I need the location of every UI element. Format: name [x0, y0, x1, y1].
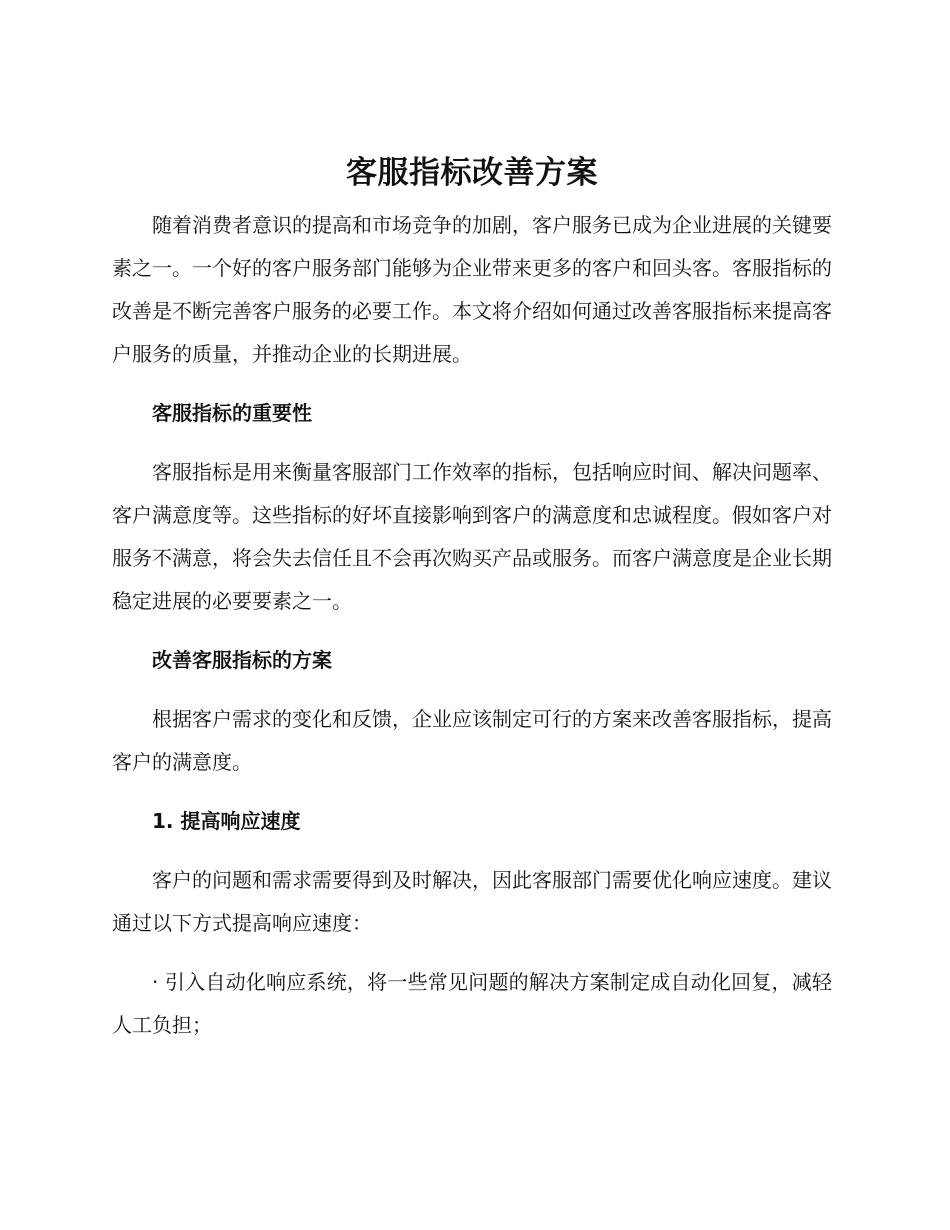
subsection-paragraph-response-speed: 客户的问题和需求需要得到及时解决，因此客服部门需要优化响应速度。建议通过以下方式提高响应速度：	[112, 868, 832, 935]
document-page	[112, 150, 832, 1047]
section-heading-importance: 客服指标的重要性	[152, 401, 312, 425]
section-heading-plan: 改善客服指标的方案	[152, 648, 332, 672]
intro-paragraph: 随着消费者意识的提高和市场竞争的加剧，客户服务已成为企业进展的关键要素之一。一个好的客户服务部门能够为企业带来更多的客户和回头客。客服指标的改善是不断完善客户服务的必要工作。本文将介绍如何通过改善客服指标来提高客户服务的质量，并推动企业的长期进展。	[112, 213, 832, 366]
section-paragraph-importance: 客服指标是用来衡量客服部门工作效率的指标，包括响应时间、解决问题率、客户满意度等。这些指标的好坏直接影响到客户的满意度和忠诚程度。假如客户对服务不满意，将会失去信任且不会再次购买产品或服务。而客户满意度是企业长期稳定进展的必要要素之一。	[112, 460, 832, 613]
subsection-heading-response-speed: 1. 提高响应速度	[152, 809, 301, 833]
bullet-item-automation: · 引入自动化响应系统，将一些常见问题的解决方案制定成自动化回复，减轻人工负担；	[112, 970, 832, 1037]
section-paragraph-plan: 根据客户需求的变化和反馈，企业应该制定可行的方案来改善客服指标，提高客户的满意度。	[112, 707, 832, 774]
document-title: 客服指标改善方案	[346, 155, 598, 191]
